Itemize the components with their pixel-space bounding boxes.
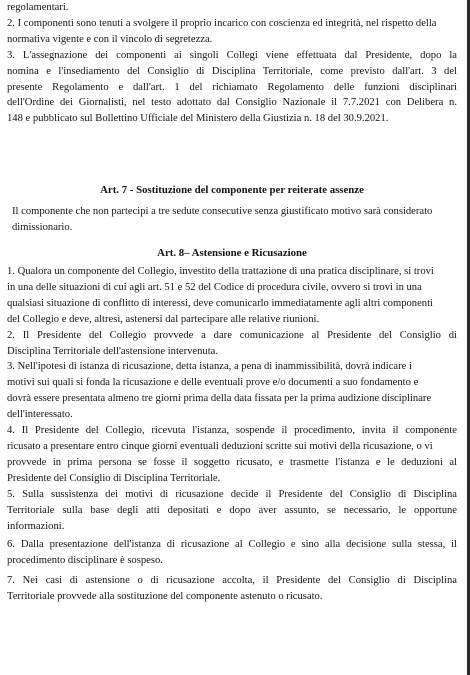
- text-line: 3. Nell'ipotesi di istanza di ricusazione, detta istanza, a pena di inammissibilità, dovrà indicare i: [7, 361, 412, 373]
- text-line: del Collegio e deve, altresì, astenersi dal partecipare alle relative riunioni.: [7, 313, 320, 325]
- text-line: procedimento disciplinare è sospeso.: [7, 555, 163, 567]
- text-line: presente Regolamento e dall'art. 1 del richiamato Regolamento delle funzioni disciplinari: [7, 81, 457, 93]
- text-line: in una delle situazioni di cui agli art. 51 e 52 del Codice di procedura civile, ovvero si trovi in una: [7, 281, 422, 293]
- text-line: dovrà essere presentata almeno tre giorni prima della data fissata per la prima audizione disciplinare: [7, 393, 432, 405]
- text-line: ricusato a presentare entro cinque giorni eventuali deduzioni scritte sui motivi della ricusazione, o vi: [7, 440, 433, 452]
- text-line: dell'Ordine dei Giornalisti, nel testo adottato dal Consiglio Nazionale il 7.7.2021 con Delibera n.: [7, 97, 457, 109]
- text-line: normativa vigente e con il vincolo di segretezza.: [7, 33, 213, 45]
- text-line: Presidente del Consiglio di Disciplina Territoriale.: [7, 472, 221, 484]
- text-line: 3. L'assegnazione dei componenti ai singoli Collegi viene effettuata dal Presidente, dopo la: [7, 49, 457, 61]
- text-line: 6. Dalla presentazione dell'istanza di ricusazione al Collegio e sino alla decisione sulla stessa, il: [7, 539, 457, 551]
- text-line: informazioni.: [7, 520, 65, 532]
- article-7-title: Art. 7 - Sostituzione del componente per reiterate assenze: [100, 184, 364, 196]
- text-line: 4. Il Presidente del Collegio, ricevuta l'istanza, sospende il procedimento, invita il componente: [7, 425, 457, 437]
- text-line: 5. Sulla sussistenza dei motivi di ricusazione decide il Presidente del Consiglio di Disciplina: [7, 488, 457, 500]
- text-line: Disciplina Territoriale dell'astensione intervenuta.: [7, 345, 219, 357]
- article-8-body: [7, 264, 457, 605]
- text-line: 2. Il Presidente del Collegio provvede a dare comunicazione al Presidente del Consiglio di: [7, 329, 457, 341]
- intro-paragraphs: [7, 0, 457, 127]
- text-line: qualsiasi situazione di conflitto di interessi, deve comunicarlo immediatamente agli altri componenti: [7, 297, 433, 309]
- text-line: dell'interessato.: [7, 409, 73, 421]
- text-line: Territoriale sulla base degli atti depositati e dopo aver assunto, se necessario, le opportune: [7, 504, 457, 516]
- text-line: regolamentari.: [7, 2, 69, 13]
- text-line: 2. I componenti sono tenuti a svolgere il proprio incarico con coscienza ed integrità, nel rispetto della: [7, 17, 437, 29]
- text-line: 148 e pubblicato sul Bollettino Ufficiale del Ministero della Giustizia n. 18 del 30.9.2021.: [7, 113, 389, 125]
- text-line: dimissionario.: [12, 221, 73, 233]
- text-line: Il componente che non partecipi a tre sedute consecutive senza giustificato motivo sarà considerato: [12, 206, 433, 217]
- text-line: 7. Nei casi di astensione o di ricusazione accolta, il Presidente del Consiglio di Disciplina: [7, 575, 457, 587]
- article-7-body: [12, 204, 457, 236]
- text-line: provvede in prima persona se fosse il soggetto ricusato, e trasmette l'istanza e le deduzioni al: [7, 456, 457, 468]
- text-line: 1. Qualora un componente del Collegio, investito della trattazione di una pratica disciplinare, si trovi: [7, 266, 434, 277]
- article-8-title: Art. 8– Astensione e Ricusazione: [157, 247, 307, 259]
- text-line: nomina e l'insediamento del Consiglio di Disciplina Territoriale, come previsto dall'art. 3 del: [7, 65, 457, 77]
- text-line: Territoriale provvede alla sostituzione del componente astenuto o ricusato.: [7, 591, 323, 603]
- text-line: motivi sui quali si fonda la ricusazione e delle eventuali prove e/o documenti a suo fondamento e: [7, 377, 419, 389]
